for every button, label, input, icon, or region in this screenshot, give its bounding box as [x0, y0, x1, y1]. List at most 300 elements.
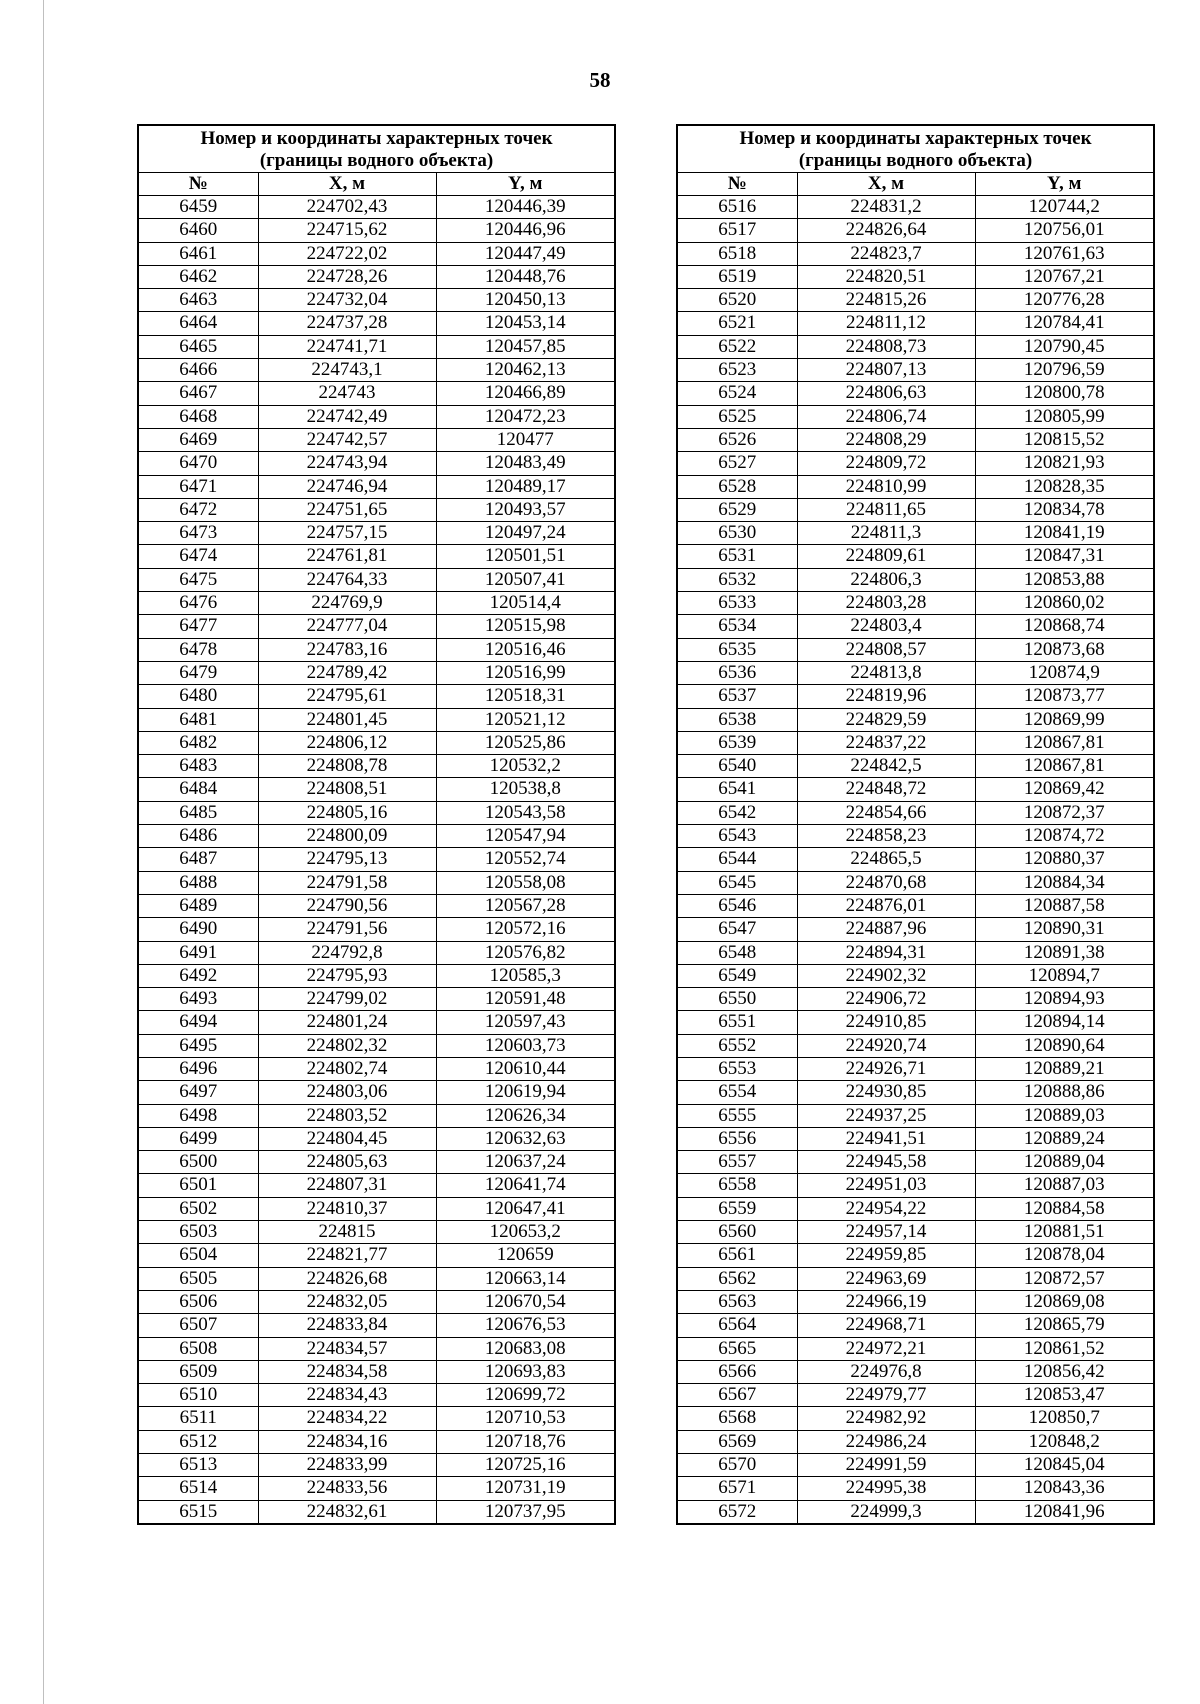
cell-point-number: 6548: [677, 941, 797, 964]
cell-x-coordinate: 224790,56: [258, 894, 436, 917]
cell-point-number: 6468: [138, 405, 258, 428]
cell-x-coordinate: 224926,71: [797, 1057, 975, 1080]
table-row: [677, 1244, 1154, 1267]
cell-x-coordinate: 224761,81: [258, 545, 436, 568]
cell-y-coordinate: 120547,94: [436, 825, 615, 848]
cell-x-coordinate: 224792,8: [258, 941, 436, 964]
cell-y-coordinate: 120683,08: [436, 1337, 615, 1360]
cell-y-coordinate: 120800,78: [975, 382, 1154, 405]
cell-x-coordinate: 224795,61: [258, 685, 436, 708]
cell-y-coordinate: 120493,57: [436, 498, 615, 521]
cell-point-number: 6558: [677, 1174, 797, 1197]
cell-x-coordinate: 224801,24: [258, 1011, 436, 1034]
cell-y-coordinate: 120889,04: [975, 1151, 1154, 1174]
cell-x-coordinate: 224732,04: [258, 289, 436, 312]
table-row: [677, 1360, 1154, 1383]
table-row: [677, 545, 1154, 568]
cell-x-coordinate: 224799,02: [258, 988, 436, 1011]
cell-point-number: 6510: [138, 1384, 258, 1407]
cell-x-coordinate: 224805,63: [258, 1151, 436, 1174]
cell-y-coordinate: 120576,82: [436, 941, 615, 964]
table-row: [138, 1151, 615, 1174]
cell-y-coordinate: 120890,31: [975, 918, 1154, 941]
cell-y-coordinate: 120693,83: [436, 1360, 615, 1383]
table-row: [138, 1290, 615, 1313]
table-row: [138, 289, 615, 312]
cell-point-number: 6526: [677, 428, 797, 451]
cell-point-number: 6521: [677, 312, 797, 335]
cell-point-number: 6474: [138, 545, 258, 568]
cell-point-number: 6547: [677, 918, 797, 941]
cell-y-coordinate: 120868,74: [975, 615, 1154, 638]
table-row: [677, 219, 1154, 242]
cell-point-number: 6502: [138, 1197, 258, 1220]
cell-point-number: 6459: [138, 196, 258, 219]
cell-y-coordinate: 120737,95: [436, 1500, 615, 1524]
table-row: [138, 1267, 615, 1290]
cell-x-coordinate: 224982,92: [797, 1407, 975, 1430]
cell-y-coordinate: 120872,37: [975, 801, 1154, 824]
table-row: [677, 1477, 1154, 1500]
cell-y-coordinate: 120890,64: [975, 1034, 1154, 1057]
cell-y-coordinate: 120514,4: [436, 592, 615, 615]
cell-y-coordinate: 120597,43: [436, 1011, 615, 1034]
cell-y-coordinate: 120880,37: [975, 848, 1154, 871]
cell-point-number: 6514: [138, 1477, 258, 1500]
coordinates-table-left: [137, 124, 616, 1525]
cell-point-number: 6490: [138, 918, 258, 941]
cell-y-coordinate: 120632,63: [436, 1127, 615, 1150]
cell-y-coordinate: 120521,12: [436, 708, 615, 731]
cell-y-coordinate: 120518,31: [436, 685, 615, 708]
cell-point-number: 6466: [138, 359, 258, 382]
cell-point-number: 6550: [677, 988, 797, 1011]
cell-point-number: 6535: [677, 638, 797, 661]
cell-point-number: 6540: [677, 755, 797, 778]
cell-x-coordinate: 224808,51: [258, 778, 436, 801]
table-row: [138, 708, 615, 731]
cell-point-number: 6496: [138, 1057, 258, 1080]
table-row: [138, 1384, 615, 1407]
cell-point-number: 6568: [677, 1407, 797, 1430]
cell-point-number: 6486: [138, 825, 258, 848]
table-row: [677, 265, 1154, 288]
cell-point-number: 6487: [138, 848, 258, 871]
cell-point-number: 6563: [677, 1290, 797, 1313]
table-row: [138, 1197, 615, 1220]
cell-x-coordinate: 224806,63: [797, 382, 975, 405]
cell-y-coordinate: 120841,19: [975, 522, 1154, 545]
cell-x-coordinate: 224702,43: [258, 196, 436, 219]
cell-y-coordinate: 120653,2: [436, 1221, 615, 1244]
cell-point-number: 6522: [677, 335, 797, 358]
cell-x-coordinate: 224802,32: [258, 1034, 436, 1057]
table-row: [138, 1477, 615, 1500]
cell-y-coordinate: 120744,2: [975, 196, 1154, 219]
cell-x-coordinate: 224831,2: [797, 196, 975, 219]
cell-y-coordinate: 120881,51: [975, 1221, 1154, 1244]
table-row: [138, 1011, 615, 1034]
cell-y-coordinate: 120884,34: [975, 871, 1154, 894]
cell-y-coordinate: 120663,14: [436, 1267, 615, 1290]
cell-point-number: 6464: [138, 312, 258, 335]
cell-point-number: 6495: [138, 1034, 258, 1057]
cell-y-coordinate: 120894,93: [975, 988, 1154, 1011]
table-row: [677, 1384, 1154, 1407]
table-row: [677, 1290, 1154, 1313]
table-body-left: [138, 196, 615, 1524]
cell-y-coordinate: 120867,81: [975, 731, 1154, 754]
table-title: [138, 125, 615, 173]
table-row: [138, 825, 615, 848]
cell-y-coordinate: 120874,9: [975, 661, 1154, 684]
cell-point-number: 6472: [138, 498, 258, 521]
cell-point-number: 6494: [138, 1011, 258, 1034]
cell-point-number: 6497: [138, 1081, 258, 1104]
cell-x-coordinate: 224951,03: [797, 1174, 975, 1197]
cell-x-coordinate: 224937,25: [797, 1104, 975, 1127]
cell-x-coordinate: 224887,96: [797, 918, 975, 941]
cell-x-coordinate: 224910,85: [797, 1011, 975, 1034]
cell-point-number: 6518: [677, 242, 797, 265]
cell-x-coordinate: 224894,31: [797, 941, 975, 964]
cell-point-number: 6553: [677, 1057, 797, 1080]
cell-y-coordinate: 120874,72: [975, 825, 1154, 848]
table-title-line2: (границы водного объекта): [259, 150, 494, 171]
cell-y-coordinate: 120516,46: [436, 638, 615, 661]
cell-point-number: 6493: [138, 988, 258, 1011]
cell-y-coordinate: 120538,8: [436, 778, 615, 801]
cell-y-coordinate: 120767,21: [975, 265, 1154, 288]
cell-y-coordinate: 120884,58: [975, 1197, 1154, 1220]
cell-x-coordinate: 224858,23: [797, 825, 975, 848]
cell-y-coordinate: 120647,41: [436, 1197, 615, 1220]
cell-y-coordinate: 120462,13: [436, 359, 615, 382]
cell-x-coordinate: 224826,68: [258, 1267, 436, 1290]
table-row: [138, 1104, 615, 1127]
cell-x-coordinate: 224795,13: [258, 848, 436, 871]
cell-y-coordinate: 120847,31: [975, 545, 1154, 568]
cell-point-number: 6534: [677, 615, 797, 638]
table-row: [677, 801, 1154, 824]
cell-x-coordinate: 224999,3: [797, 1500, 975, 1524]
cell-point-number: 6463: [138, 289, 258, 312]
cell-x-coordinate: 224832,05: [258, 1290, 436, 1313]
table-row: [138, 1430, 615, 1453]
cell-y-coordinate: 120619,94: [436, 1081, 615, 1104]
cell-y-coordinate: 120641,74: [436, 1174, 615, 1197]
cell-point-number: 6512: [138, 1430, 258, 1453]
table-row: [138, 498, 615, 521]
cell-y-coordinate: 120850,7: [975, 1407, 1154, 1430]
cell-x-coordinate: 224808,29: [797, 428, 975, 451]
cell-point-number: 6517: [677, 219, 797, 242]
table-row: [677, 1267, 1154, 1290]
table-row: [677, 382, 1154, 405]
cell-y-coordinate: 120477: [436, 428, 615, 451]
cell-y-coordinate: 120889,24: [975, 1127, 1154, 1150]
cell-point-number: 6549: [677, 964, 797, 987]
scan-margin-line: [43, 0, 44, 1704]
cell-x-coordinate: 224976,8: [797, 1360, 975, 1383]
cell-y-coordinate: 120891,38: [975, 941, 1154, 964]
cell-point-number: 6475: [138, 568, 258, 591]
cell-y-coordinate: 120845,04: [975, 1454, 1154, 1477]
cell-y-coordinate: 120552,74: [436, 848, 615, 871]
cell-x-coordinate: 224769,9: [258, 592, 436, 615]
cell-y-coordinate: 120784,41: [975, 312, 1154, 335]
table-row: [677, 242, 1154, 265]
cell-x-coordinate: 224764,33: [258, 568, 436, 591]
cell-y-coordinate: 120572,16: [436, 918, 615, 941]
cell-point-number: 6572: [677, 1500, 797, 1524]
cell-x-coordinate: 224806,3: [797, 568, 975, 591]
cell-x-coordinate: 224966,19: [797, 1290, 975, 1313]
cell-point-number: 6532: [677, 568, 797, 591]
cell-y-coordinate: 120841,96: [975, 1500, 1154, 1524]
table-row: [138, 918, 615, 941]
table-title-row: [138, 125, 615, 173]
cell-y-coordinate: 120448,76: [436, 265, 615, 288]
cell-x-coordinate: 224806,74: [797, 405, 975, 428]
cell-point-number: 6542: [677, 801, 797, 824]
cell-y-coordinate: 120872,57: [975, 1267, 1154, 1290]
table-row: [138, 1244, 615, 1267]
table-row: [677, 1057, 1154, 1080]
cell-x-coordinate: 224995,38: [797, 1477, 975, 1500]
table-row: [138, 871, 615, 894]
cell-point-number: 6465: [138, 335, 258, 358]
cell-x-coordinate: 224834,16: [258, 1430, 436, 1453]
cell-x-coordinate: 224823,7: [797, 242, 975, 265]
cell-point-number: 6557: [677, 1151, 797, 1174]
table-row: [677, 335, 1154, 358]
table-row: [677, 1011, 1154, 1034]
cell-point-number: 6543: [677, 825, 797, 848]
cell-y-coordinate: 120894,7: [975, 964, 1154, 987]
cell-point-number: 6506: [138, 1290, 258, 1313]
table-row: [138, 894, 615, 917]
cell-y-coordinate: 120489,17: [436, 475, 615, 498]
cell-x-coordinate: 224820,51: [797, 265, 975, 288]
cell-x-coordinate: 224803,52: [258, 1104, 436, 1127]
cell-point-number: 6461: [138, 242, 258, 265]
cell-point-number: 6504: [138, 1244, 258, 1267]
cell-point-number: 6529: [677, 498, 797, 521]
cell-y-coordinate: 120821,93: [975, 452, 1154, 475]
cell-point-number: 6480: [138, 685, 258, 708]
cell-y-coordinate: 120869,08: [975, 1290, 1154, 1313]
cell-point-number: 6555: [677, 1104, 797, 1127]
cell-x-coordinate: 224811,3: [797, 522, 975, 545]
cell-point-number: 6554: [677, 1081, 797, 1104]
cell-point-number: 6507: [138, 1314, 258, 1337]
column-header-number: №: [677, 173, 797, 196]
cell-point-number: 6530: [677, 522, 797, 545]
cell-x-coordinate: 224807,31: [258, 1174, 436, 1197]
column-header-x: X, м: [797, 173, 975, 196]
cell-x-coordinate: 224809,61: [797, 545, 975, 568]
table-row: [677, 1034, 1154, 1057]
table-row: [138, 405, 615, 428]
cell-x-coordinate: 224811,12: [797, 312, 975, 335]
cell-y-coordinate: 120894,14: [975, 1011, 1154, 1034]
cell-point-number: 6571: [677, 1477, 797, 1500]
cell-x-coordinate: 224865,5: [797, 848, 975, 871]
cell-point-number: 6473: [138, 522, 258, 545]
table-row: [138, 1407, 615, 1430]
cell-y-coordinate: 120867,81: [975, 755, 1154, 778]
table-row: [138, 1337, 615, 1360]
cell-y-coordinate: 120659: [436, 1244, 615, 1267]
coordinates-table-right: [676, 124, 1155, 1525]
table-row: [677, 918, 1154, 941]
table-row: [138, 1360, 615, 1383]
cell-point-number: 6513: [138, 1454, 258, 1477]
table-row: [677, 685, 1154, 708]
cell-x-coordinate: 224742,57: [258, 428, 436, 451]
cell-x-coordinate: 224789,42: [258, 661, 436, 684]
cell-y-coordinate: 120532,2: [436, 755, 615, 778]
cell-point-number: 6546: [677, 894, 797, 917]
cell-point-number: 6488: [138, 871, 258, 894]
column-header-number: №: [138, 173, 258, 196]
cell-y-coordinate: 120869,99: [975, 708, 1154, 731]
table-row: [138, 359, 615, 382]
table-row: [677, 1337, 1154, 1360]
table-row: [677, 731, 1154, 754]
cell-x-coordinate: 224930,85: [797, 1081, 975, 1104]
cell-x-coordinate: 224808,78: [258, 755, 436, 778]
table-row: [138, 1081, 615, 1104]
cell-x-coordinate: 224957,14: [797, 1221, 975, 1244]
cell-x-coordinate: 224791,58: [258, 871, 436, 894]
cell-y-coordinate: 120860,02: [975, 592, 1154, 615]
cell-y-coordinate: 120558,08: [436, 871, 615, 894]
cell-x-coordinate: 224829,59: [797, 708, 975, 731]
cell-point-number: 6500: [138, 1151, 258, 1174]
table-row: [677, 359, 1154, 382]
table-header-row: [138, 173, 615, 196]
cell-point-number: 6484: [138, 778, 258, 801]
cell-point-number: 6567: [677, 1384, 797, 1407]
page-number: 58: [589, 68, 611, 92]
table-row: [677, 1454, 1154, 1477]
table-row: [677, 894, 1154, 917]
cell-point-number: 6561: [677, 1244, 797, 1267]
cell-x-coordinate: 224834,43: [258, 1384, 436, 1407]
table-row: [138, 778, 615, 801]
table-row: [138, 801, 615, 824]
cell-point-number: 6469: [138, 428, 258, 451]
cell-x-coordinate: 224870,68: [797, 871, 975, 894]
cell-y-coordinate: 120497,24: [436, 522, 615, 545]
table-title: [677, 125, 1154, 173]
cell-y-coordinate: 120796,59: [975, 359, 1154, 382]
cell-x-coordinate: 224741,71: [258, 335, 436, 358]
cell-x-coordinate: 224954,22: [797, 1197, 975, 1220]
table-row: [677, 592, 1154, 615]
cell-x-coordinate: 224809,72: [797, 452, 975, 475]
cell-x-coordinate: 224815,26: [797, 289, 975, 312]
cell-point-number: 6492: [138, 964, 258, 987]
cell-y-coordinate: 120815,52: [975, 428, 1154, 451]
cell-y-coordinate: 120670,54: [436, 1290, 615, 1313]
cell-point-number: 6541: [677, 778, 797, 801]
cell-y-coordinate: 120828,35: [975, 475, 1154, 498]
table-row: [138, 242, 615, 265]
cell-y-coordinate: 120483,49: [436, 452, 615, 475]
cell-y-coordinate: 120731,19: [436, 1477, 615, 1500]
cell-x-coordinate: 224959,85: [797, 1244, 975, 1267]
cell-y-coordinate: 120853,47: [975, 1384, 1154, 1407]
cell-point-number: 6520: [677, 289, 797, 312]
table-row: [677, 615, 1154, 638]
table-row: [138, 685, 615, 708]
table-row: [677, 1197, 1154, 1220]
cell-point-number: 6565: [677, 1337, 797, 1360]
table-row: [677, 428, 1154, 451]
cell-y-coordinate: 120543,58: [436, 801, 615, 824]
cell-y-coordinate: 120591,48: [436, 988, 615, 1011]
table-row: [677, 1151, 1154, 1174]
table-row: [677, 196, 1154, 219]
cell-x-coordinate: 224848,72: [797, 778, 975, 801]
table-row: [677, 1430, 1154, 1453]
cell-y-coordinate: 120725,16: [436, 1454, 615, 1477]
cell-point-number: 6536: [677, 661, 797, 684]
cell-x-coordinate: 224810,37: [258, 1197, 436, 1220]
table-row: [677, 405, 1154, 428]
table-row: [677, 941, 1154, 964]
cell-y-coordinate: 120718,76: [436, 1430, 615, 1453]
table-row: [677, 1314, 1154, 1337]
table-row: [677, 522, 1154, 545]
cell-y-coordinate: 120887,58: [975, 894, 1154, 917]
cell-point-number: 6537: [677, 685, 797, 708]
cell-point-number: 6483: [138, 755, 258, 778]
cell-point-number: 6460: [138, 219, 258, 242]
cell-y-coordinate: 120865,79: [975, 1314, 1154, 1337]
cell-point-number: 6503: [138, 1221, 258, 1244]
cell-x-coordinate: 224803,06: [258, 1081, 436, 1104]
cell-x-coordinate: 224746,94: [258, 475, 436, 498]
cell-x-coordinate: 224743,1: [258, 359, 436, 382]
table-row: [138, 755, 615, 778]
cell-y-coordinate: 120869,42: [975, 778, 1154, 801]
table-row: [138, 1057, 615, 1080]
cell-y-coordinate: 120853,88: [975, 568, 1154, 591]
cell-x-coordinate: 224806,12: [258, 731, 436, 754]
table-title-line2: (границы водного объекта): [798, 150, 1033, 171]
cell-x-coordinate: 224819,96: [797, 685, 975, 708]
cell-y-coordinate: 120848,2: [975, 1430, 1154, 1453]
cell-point-number: 6562: [677, 1267, 797, 1290]
table-row: [677, 825, 1154, 848]
cell-x-coordinate: 224777,04: [258, 615, 436, 638]
cell-x-coordinate: 224837,22: [797, 731, 975, 754]
table-row: [677, 964, 1154, 987]
cell-x-coordinate: 224728,26: [258, 265, 436, 288]
cell-point-number: 6499: [138, 1127, 258, 1150]
cell-point-number: 6560: [677, 1221, 797, 1244]
cell-point-number: 6482: [138, 731, 258, 754]
table-row: [138, 848, 615, 871]
table-row: [677, 871, 1154, 894]
cell-y-coordinate: 120756,01: [975, 219, 1154, 242]
table-row: [138, 452, 615, 475]
cell-y-coordinate: 120507,41: [436, 568, 615, 591]
